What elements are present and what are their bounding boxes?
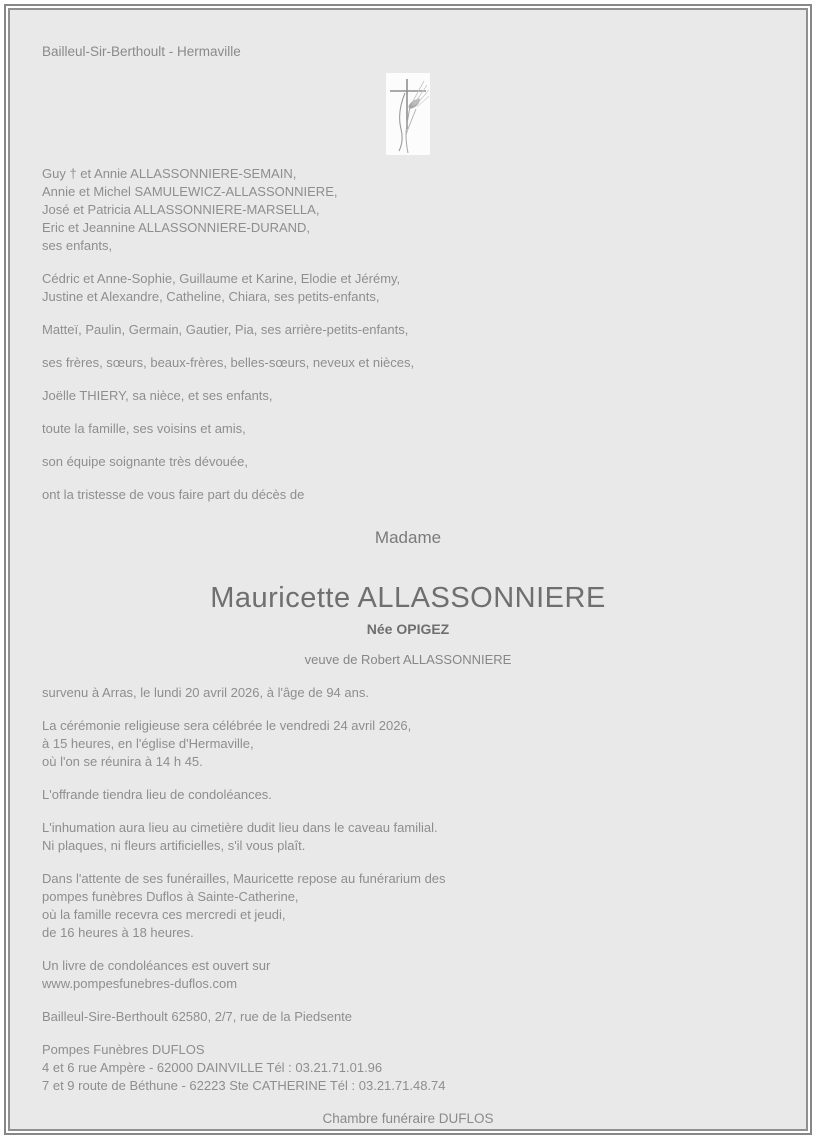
text-line: L'inhumation aura lieu au cimetière dudit lieu dans le caveau familial. [42,820,438,835]
family-paragraph-great-grandchildren [42,321,774,339]
civility-title: Madame [374,528,442,547]
deceased-name: Mauricette ALLASSONNIERE [210,582,606,614]
family-paragraph-niece [42,387,774,405]
text-line: Un livre de condoléances est ouvert sur [42,958,271,973]
funeral-home-footer: Chambre funéraire DUFLOS [322,1111,494,1126]
text-line: ses frères, sœurs, beaux-frères, belles-sœurs, neveux et nièces, [42,355,415,370]
text-line: Dans l'attente de ses funérailles, Mauricette repose au funérarium des [42,871,446,886]
text-line: où l'on se réunira à 14 h 45. [42,754,203,769]
text-line: Annie et Michel SAMULEWICZ-ALLASSONNIERE, [42,184,338,199]
burial-details [42,819,774,855]
widow-note: veuve de Robert ALLASSONNIERE [304,652,512,667]
text-line: Pompes Funèbres DUFLOS [42,1042,205,1057]
text-line: son équipe soignante très dévouée, [42,454,248,469]
text-line: survenu à Arras, le lundi 20 avril 2026, à l'âge de 94 ans. [42,685,369,700]
text-line: Matteï, Paulin, Germain, Gautier, Pia, ses arrière-petits-enfants, [42,322,409,337]
cross-wheat-icon [386,73,430,155]
text-line: ses enfants, [42,238,113,253]
funeral-home-contact [42,1041,774,1095]
text-line: pompes funèbres Duflos à Sainte-Catherine, [42,889,299,904]
text-line: Ni plaques, ni fleurs artificielles, s'il vous plaît. [42,838,306,853]
location-header: Bailleul-Sir-Berthoult - Hermaville [42,44,241,59]
text-line: 4 et 6 rue Ampère - 62000 DAINVILLE Tél : 03.21.71.01.96 [42,1060,383,1075]
family-address [42,1008,774,1026]
text-line: Joëlle THIERY, sa nièce, et ses enfants, [42,388,273,403]
family-paragraph-siblings [42,354,774,372]
text-line: Eric et Jeannine ALLASSONNIERE-DURAND, [42,220,311,235]
text-line: de 16 heures à 18 heures. [42,925,194,940]
announcement-lead-in [42,486,774,504]
ceremony-details [42,717,774,771]
condolence-book-note [42,957,774,993]
text-line: à 15 heures, en l'église d'Hermaville, [42,736,254,751]
text-line: La cérémonie religieuse sera célébrée le vendredi 24 avril 2026, [42,718,412,733]
text-line: L'offrande tiendra lieu de condoléances. [42,787,272,802]
cross-wheat-emblem [386,73,430,155]
family-paragraph-children [42,165,774,255]
funerarium-details [42,870,774,942]
text-line: 7 et 9 route de Béthune - 62223 Ste CATHERINE Tél : 03.21.71.48.74 [42,1078,446,1093]
text-line: Bailleul-Sire-Berthoult 62580, 2/7, rue de la Piedsente [42,1009,353,1024]
family-paragraph-grandchildren [42,270,774,306]
death-details [42,684,774,702]
text-line: toute la famille, ses voisins et amis, [42,421,246,436]
maiden-name: Née OPIGEZ [366,621,450,637]
text-line: ont la tristesse de vous faire part du décès de [42,487,305,502]
offering-note [42,786,774,804]
text-line: où la famille recevra ces mercredi et jeudi, [42,907,286,922]
family-paragraph-family-friends [42,420,774,438]
family-paragraph-care-team [42,453,774,471]
text-line: Justine et Alexandre, Catheline, Chiara, ses petits-enfants, [42,289,380,304]
text-line: Guy † et Annie ALLASSONNIERE-SEMAIN, [42,166,297,181]
announcement-page [8,8,808,1131]
text-line: Cédric et Anne-Sophie, Guillaume et Karine, Elodie et Jérémy, [42,271,401,286]
page-border [4,4,812,1135]
text-line: José et Patricia ALLASSONNIERE-MARSELLA, [42,202,320,217]
condolence-website-url: www.pompesfunebres-duflos.com [42,976,238,991]
